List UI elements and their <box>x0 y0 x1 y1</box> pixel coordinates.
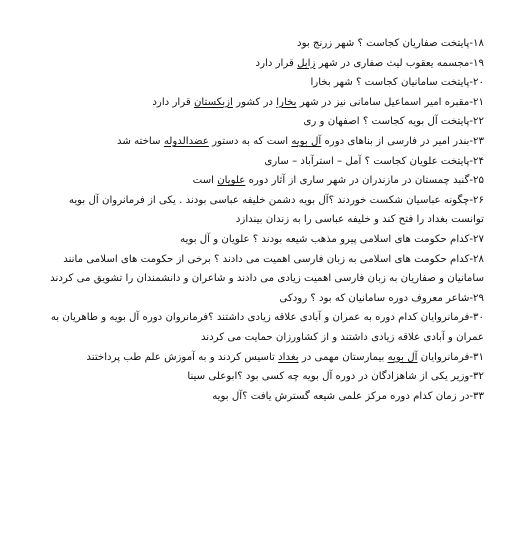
item-text: در زمان کدام دوره مرکز علمی شیعه گسترش یافت ؟آل بویه <box>212 390 470 402</box>
underlined-term: بغداد <box>278 351 299 363</box>
list-item: ۲۵-گنبد چمستان در مازندران در شهر ساری از آثار دوره علویان است <box>192 175 484 187</box>
item-text: کدام حکومت های اسلامی پیرو مذهب شیعه بودند ؟ علویان و آل بویه <box>180 233 470 245</box>
list-item: ۲۱-مقبره امیر اسماعیل سامانی نیز در شهر بخارا در کشور ازبکستان قرار دارد <box>152 96 484 108</box>
list-item: ۲۹-شاعر معروف دوره سامانیان که بود ؟ رودکی <box>279 292 484 304</box>
item-number: ۲۸ <box>473 253 484 265</box>
item-text: کدام حکومت های اسلامی به زبان فارسی اهمیت می دادند ؟ برخی از حکومت های اسلامی مانند سامانیان و صفاریان به زبان فارسی اهمیت زیادی می دادند و شاعران و دانشمندان را تشویق می کردند <box>50 253 484 285</box>
list-item: ۲۸-کدام حکومت های اسلامی به زبان فارسی اهمیت می دادند ؟ برخی از حکومت های اسلامی مانند سامانیان و صفاریان به زبان فارسی اهمیت زیادی می دادند و شاعران و دانشمندان را تشویق می کردند <box>50 253 484 285</box>
item-text: قرار دارد <box>255 57 298 69</box>
item-text: بیمارستان مهمی در <box>298 351 388 363</box>
list-item: ۱۹-مجسمه یعقوب لیث صفاری در شهر زابل قرار دارد <box>255 57 484 69</box>
underlined-term: بخارا <box>276 96 297 108</box>
list-item: ۲۳-بندر امیر در فارسی از بناهای دوره آل بویه است که به دستور عضدالدوله ساخته شد <box>116 135 484 147</box>
list-item: ۳۱-فرمانروایان آل بویه بیمارستان مهمی در بغداد تاسیس کردند و به آموزش علم طب پرداختند <box>86 351 484 363</box>
item-text: مجسمه یعقوب لیث صفاری در شهر <box>315 57 470 69</box>
question-answer-list <box>34 34 484 406</box>
item-text: است <box>192 175 218 187</box>
item-text: بندر امیر در فارسی از بناهای دوره <box>321 135 470 147</box>
item-number: ۱۹ <box>473 57 484 69</box>
item-number: ۳۰ <box>473 312 484 324</box>
list-item: ۳۰-فرمانروایان کدام دوره به عمران و آبادی علاقه زیادی داشتند ؟فرمانروان دوره آل بویه و طاهریان به عمران و آبادی علاقه زیادی داشتند و از کشاورزان حمایت می کردند <box>50 312 484 343</box>
item-number: ۳۳ <box>473 390 484 402</box>
item-number: ۲۶ <box>473 194 484 206</box>
list-item: ۱۸-پایتخت صفاریان کجاست ؟ شهر زرنج بود <box>297 38 484 49</box>
underlined-term: آل بویه <box>291 135 322 147</box>
item-text: پایتخت سامانیان کجاست ؟ شهر بخارا <box>310 77 470 89</box>
underlined-term: علویان <box>217 175 246 187</box>
item-text: پایتخت صفاریان کجاست ؟ شهر زرنج بود <box>297 38 470 49</box>
list-item: ۳۳-در زمان کدام دوره مرکز علمی شیعه گسترش یافت ؟آل بویه <box>212 390 484 402</box>
item-text: پایتخت آل بویه کجاست ؟ اصفهان و ری <box>303 116 470 128</box>
item-text: چگونه عباسیان شکست خوردند ؟آل بویه دشمن خلیفه عباسی بودند . یکی از فرمانروان آل بویه توانست بغداد را فتح کند و خلیفه عباسی را به زندان بیندازد <box>68 194 484 226</box>
list-item: ۳۲-وزیر یکی از شاهزادگان در دوره آل بویه چه کسی بود ؟ابوعلی سینا <box>187 371 484 383</box>
list-item: ۲۴-پایتخت علویان کجاست ؟ آمل – استرآباد – ساری <box>264 155 484 167</box>
item-text: شاعر معروف دوره سامانیان که بود ؟ رودکی <box>279 292 470 304</box>
item-text: فرمانروایان <box>417 351 470 363</box>
item-number: ۲۱ <box>473 96 484 108</box>
item-text: گنبد چمستان در مازندران در شهر ساری از آثار دوره <box>245 175 470 187</box>
item-number: ۲۰ <box>473 77 484 89</box>
item-text: در کشور <box>232 96 277 108</box>
item-text: مقبره امیر اسماعیل سامانی نیز در شهر <box>296 96 470 108</box>
list-item: ۲۲-پایتخت آل بویه کجاست ؟ اصفهان و ری <box>303 116 484 128</box>
list-item: ۲۷-کدام حکومت های اسلامی پیرو مذهب شیعه بودند ؟ علویان و آل بویه <box>180 233 484 245</box>
item-number: ۲۷ <box>473 233 484 245</box>
item-number: ۳۲ <box>473 371 484 383</box>
item-text: تاسیس کردند و به آموزش علم طب پرداختند <box>86 351 279 363</box>
item-text: است که به دستور <box>208 135 292 147</box>
list-item: ۲۰-پایتخت سامانیان کجاست ؟ شهر بخارا <box>310 77 484 89</box>
item-number: ۲۴ <box>473 155 484 167</box>
item-text: قرار دارد <box>152 96 194 108</box>
item-number: ۲۲ <box>473 116 484 128</box>
item-text: پایتخت علویان کجاست ؟ آمل – استرآباد – ساری <box>264 155 470 167</box>
item-number: ۲۵ <box>473 175 484 187</box>
item-number: ۲۳ <box>473 135 484 147</box>
underlined-term: ازبکستان <box>193 96 233 108</box>
item-number: ۲۹ <box>473 292 484 304</box>
list-item: ۲۶-چگونه عباسیان شکست خوردند ؟آل بویه دشمن خلیفه عباسی بودند . یکی از فرمانروان آل بویه توانست بغداد را فتح کند و خلیفه عباسی را به زندان بیندازد <box>68 194 484 226</box>
item-text: ساخته شد <box>116 135 164 147</box>
underlined-term: زابل <box>297 57 316 69</box>
item-number: ۱۸ <box>473 38 484 49</box>
item-text: فرمانروایان کدام دوره به عمران و آبادی علاقه زیادی داشتند ؟فرمانروان دوره آل بویه و طاهریان به عمران و آبادی علاقه زیادی داشتند و از کشاورزان حمایت می کردند <box>50 312 484 343</box>
item-number: ۳۱ <box>473 351 484 363</box>
item-text: وزیر یکی از شاهزادگان در دوره آل بویه چه کسی بود ؟ابوعلی سینا <box>187 371 470 383</box>
underlined-term: عضدالدوله <box>163 135 209 147</box>
underlined-term: آل بویه <box>387 351 418 363</box>
